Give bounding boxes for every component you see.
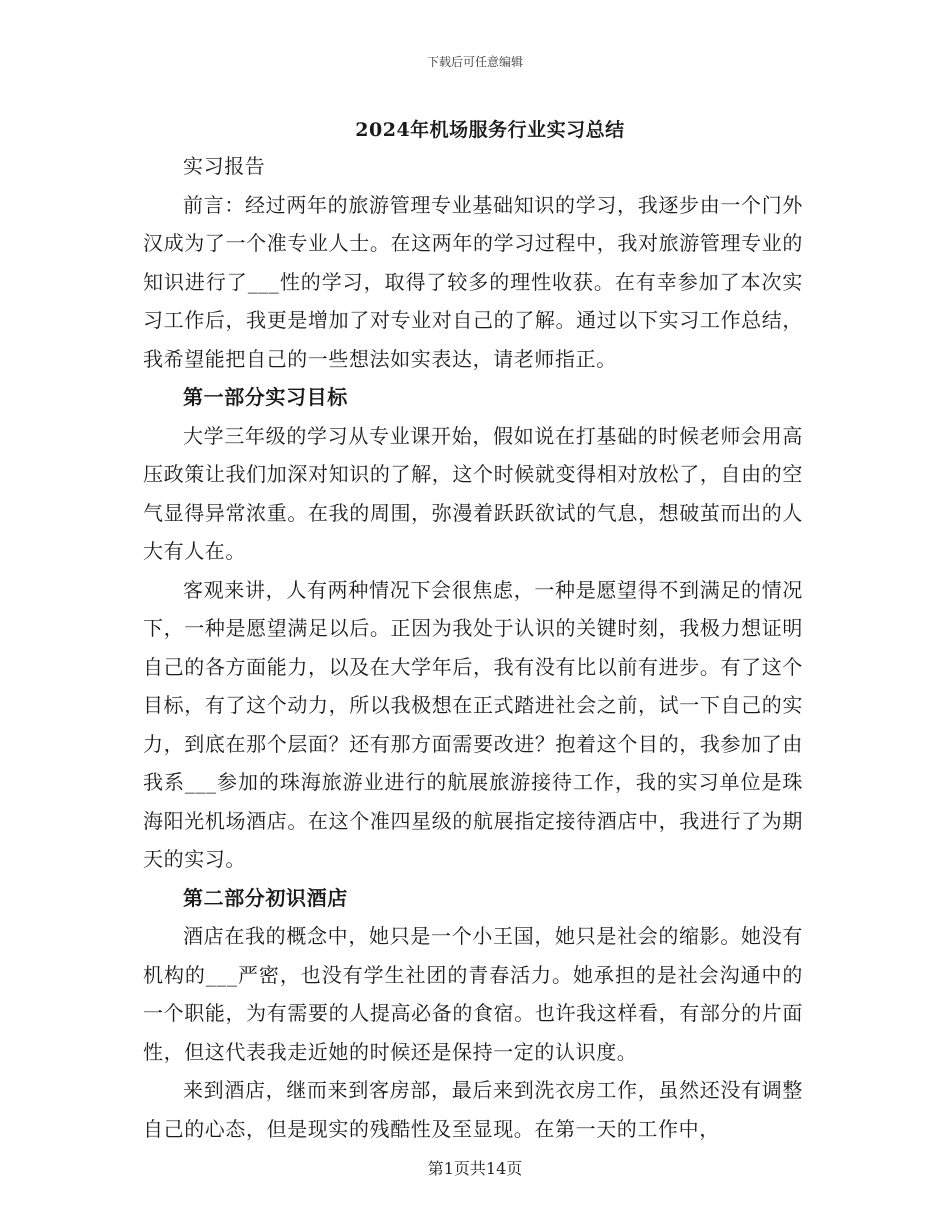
page-footer: 第1页共14页 [427,1159,523,1178]
document-title: 2024年机场服务行业实习总结 [355,119,625,141]
paragraph-report-label: 实习报告 [183,154,266,178]
section-heading-goals: 第一部分实习目标 [183,385,348,409]
paragraph-hotel-2: 来到酒店，继而来到客房部，最后来到洗衣房工作，虽然还没有调整自己的心态，但是现实的残酷性及至显现。在第一天的工作中， [143,1078,803,1141]
document-body [143,147,803,1148]
paragraph-goals-1: 大学三年级的学习从专业课开始，假如说在打基础的时候老师会用高压政策让我们加深对知识的了解，这个时候就变得相对放松了，自由的空气显得异常浓重。在我的周围，弥漫着跃跃欲试的气息，想破茧而出的人大有人在。 [143,423,803,563]
paragraph-hotel-1: 酒店在我的概念中，她只是一个小王国，她只是社会的缩影。她没有机构的___严密，也没有学生社团的青春活力。她承担的是社会沟通中的一个职能，为有需要的人提高必备的食宿。也许我这样看，有部分的片面性，但这代表我走近她的时候还是保持一定的认识度。 [143,924,803,1064]
header-note: 下载后可任意编辑 [426,55,523,69]
paragraph-preface: 前言：经过两年的旅游管理专业基础知识的学习，我逐步由一个门外汉成为了一个准专业人士。在这两年的学习过程中，我对旅游管理专业的知识进行了___性的学习，取得了较多的理性收获。在有幸参加了本次实习工作后，我更是增加了对专业对自己的了解。通过以下实习工作总结，我希望能把自己的一些想法如实表达，请老师指正。 [143,192,803,371]
paragraph-goals-2: 客观来讲，人有两种情况下会很焦虑，一种是愿望得不到满足的情况下，一种是愿望满足以后。正因为我处于认识的关键时刻，我极力想证明自己的各方面能力，以及在大学年后，我有没有比以前有进步。有了这个目标，有了这个动力，所以我极想在正式踏进社会之前，试一下自己的实力，到底在那个层面？还有那方面需要改进？抱着这个目的，我参加了由我系___参加的珠海旅游业进行的航展旅游接待工作，我的实习单位是珠海阳光机场酒店。在这个准四星级的航展指定接待酒店中，我进行了为期天的实习。 [143,577,803,871]
section-heading-hotel: 第二部分初识酒店 [183,885,348,910]
